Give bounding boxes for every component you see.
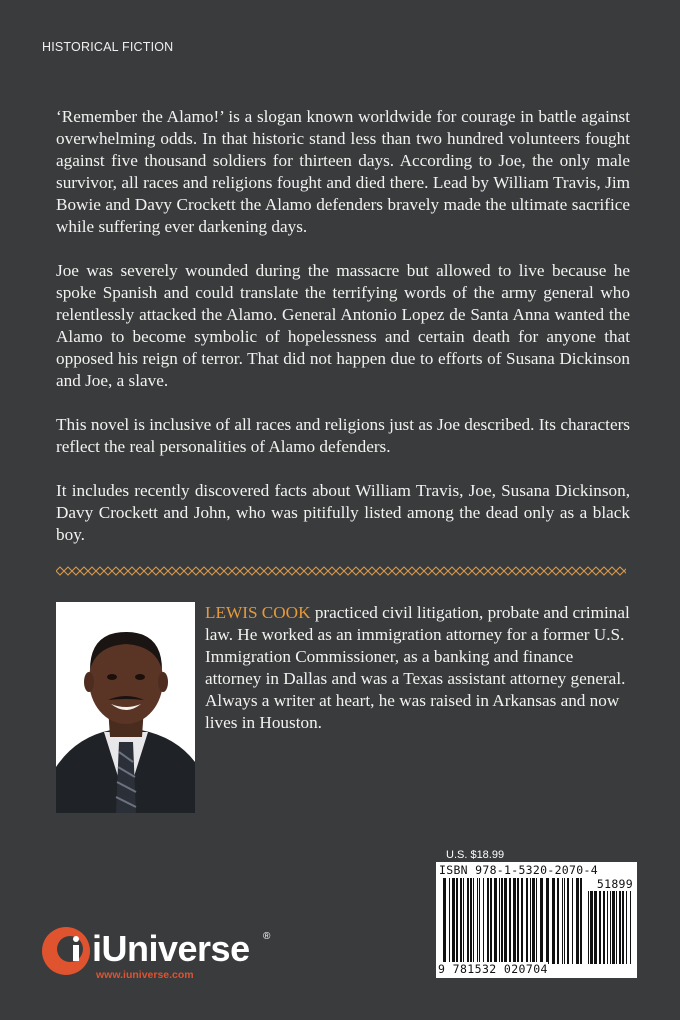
publisher-url[interactable]: www.iuniverse.com (96, 969, 194, 981)
author-photo (56, 602, 195, 813)
price-label: U.S. $18.99 (446, 849, 505, 861)
author-bio (205, 602, 630, 734)
price-code: 51899 (596, 877, 633, 891)
publisher-name: iUniverse (92, 928, 250, 969)
blurb-paragraph-4: It includes recently discovered facts about William Travis, Joe, Susana Dickinson, Davy Crockett and John, who was pitifully listed among the dead only as a black boy. (56, 481, 630, 544)
iuniverse-logo-icon (40, 925, 92, 977)
ean-barcode-bars (443, 878, 583, 964)
genre-label: HISTORICAL FICTION (42, 40, 174, 54)
ean-number: 9 781532 020704 (438, 962, 548, 976)
registered-mark: ® (263, 931, 271, 942)
blurb-paragraph-1: ‘Remember the Alamo!’ is a slogan known worldwide for courage in battle against overwhelming odds. In that historic stand less than two hundred volunteers fought against five thousand soldiers for thirteen days. According to Joe, the only male survivor, all races and religions fought and died there. Lead by William Travis, Jim Bowie and Davy Crockett the Alamo defenders bravely made the ultimate sacrifice while suffering ever darkening days. (56, 107, 630, 236)
blurb-paragraph-2: Joe was severely wounded during the massacre but allowed to live because he spoke Spanish and could translate the terrifying words of the army general who relentlessly attacked the Alamo. General Antonio Lopez de Santa Anna wanted the Alamo to become symbolic of hopelessness and certain death for anyone that opposed his reign of terror. That did not happen due to efforts of Susana Dickinson and Joe, a slave. (56, 261, 630, 390)
ornamental-divider (56, 566, 626, 576)
author-bio-text: practiced civil litigation, probate and criminal law. He worked as an immigration attorney for a former U.S. Immigration Commissioner, as a banking and finance attorney in Dallas and was a Texas assistant attorney general. Always a writer at heart, he was raised in Arkansas and now lives in Houston. (205, 603, 630, 732)
book-blurb (56, 106, 630, 568)
author-portrait-icon (56, 602, 195, 813)
author-name: LEWIS COOK (205, 603, 311, 622)
iuniverse-logo (40, 925, 280, 985)
blurb-paragraph-3: This novel is inclusive of all races and religions just as Joe described. Its characters reflect the real personalities of Alamo defenders. (56, 415, 630, 456)
isbn-number: ISBN 978-1-5320-2070-4 (439, 863, 598, 877)
isbn-barcode (436, 862, 637, 978)
price-barcode-bars (588, 891, 632, 964)
